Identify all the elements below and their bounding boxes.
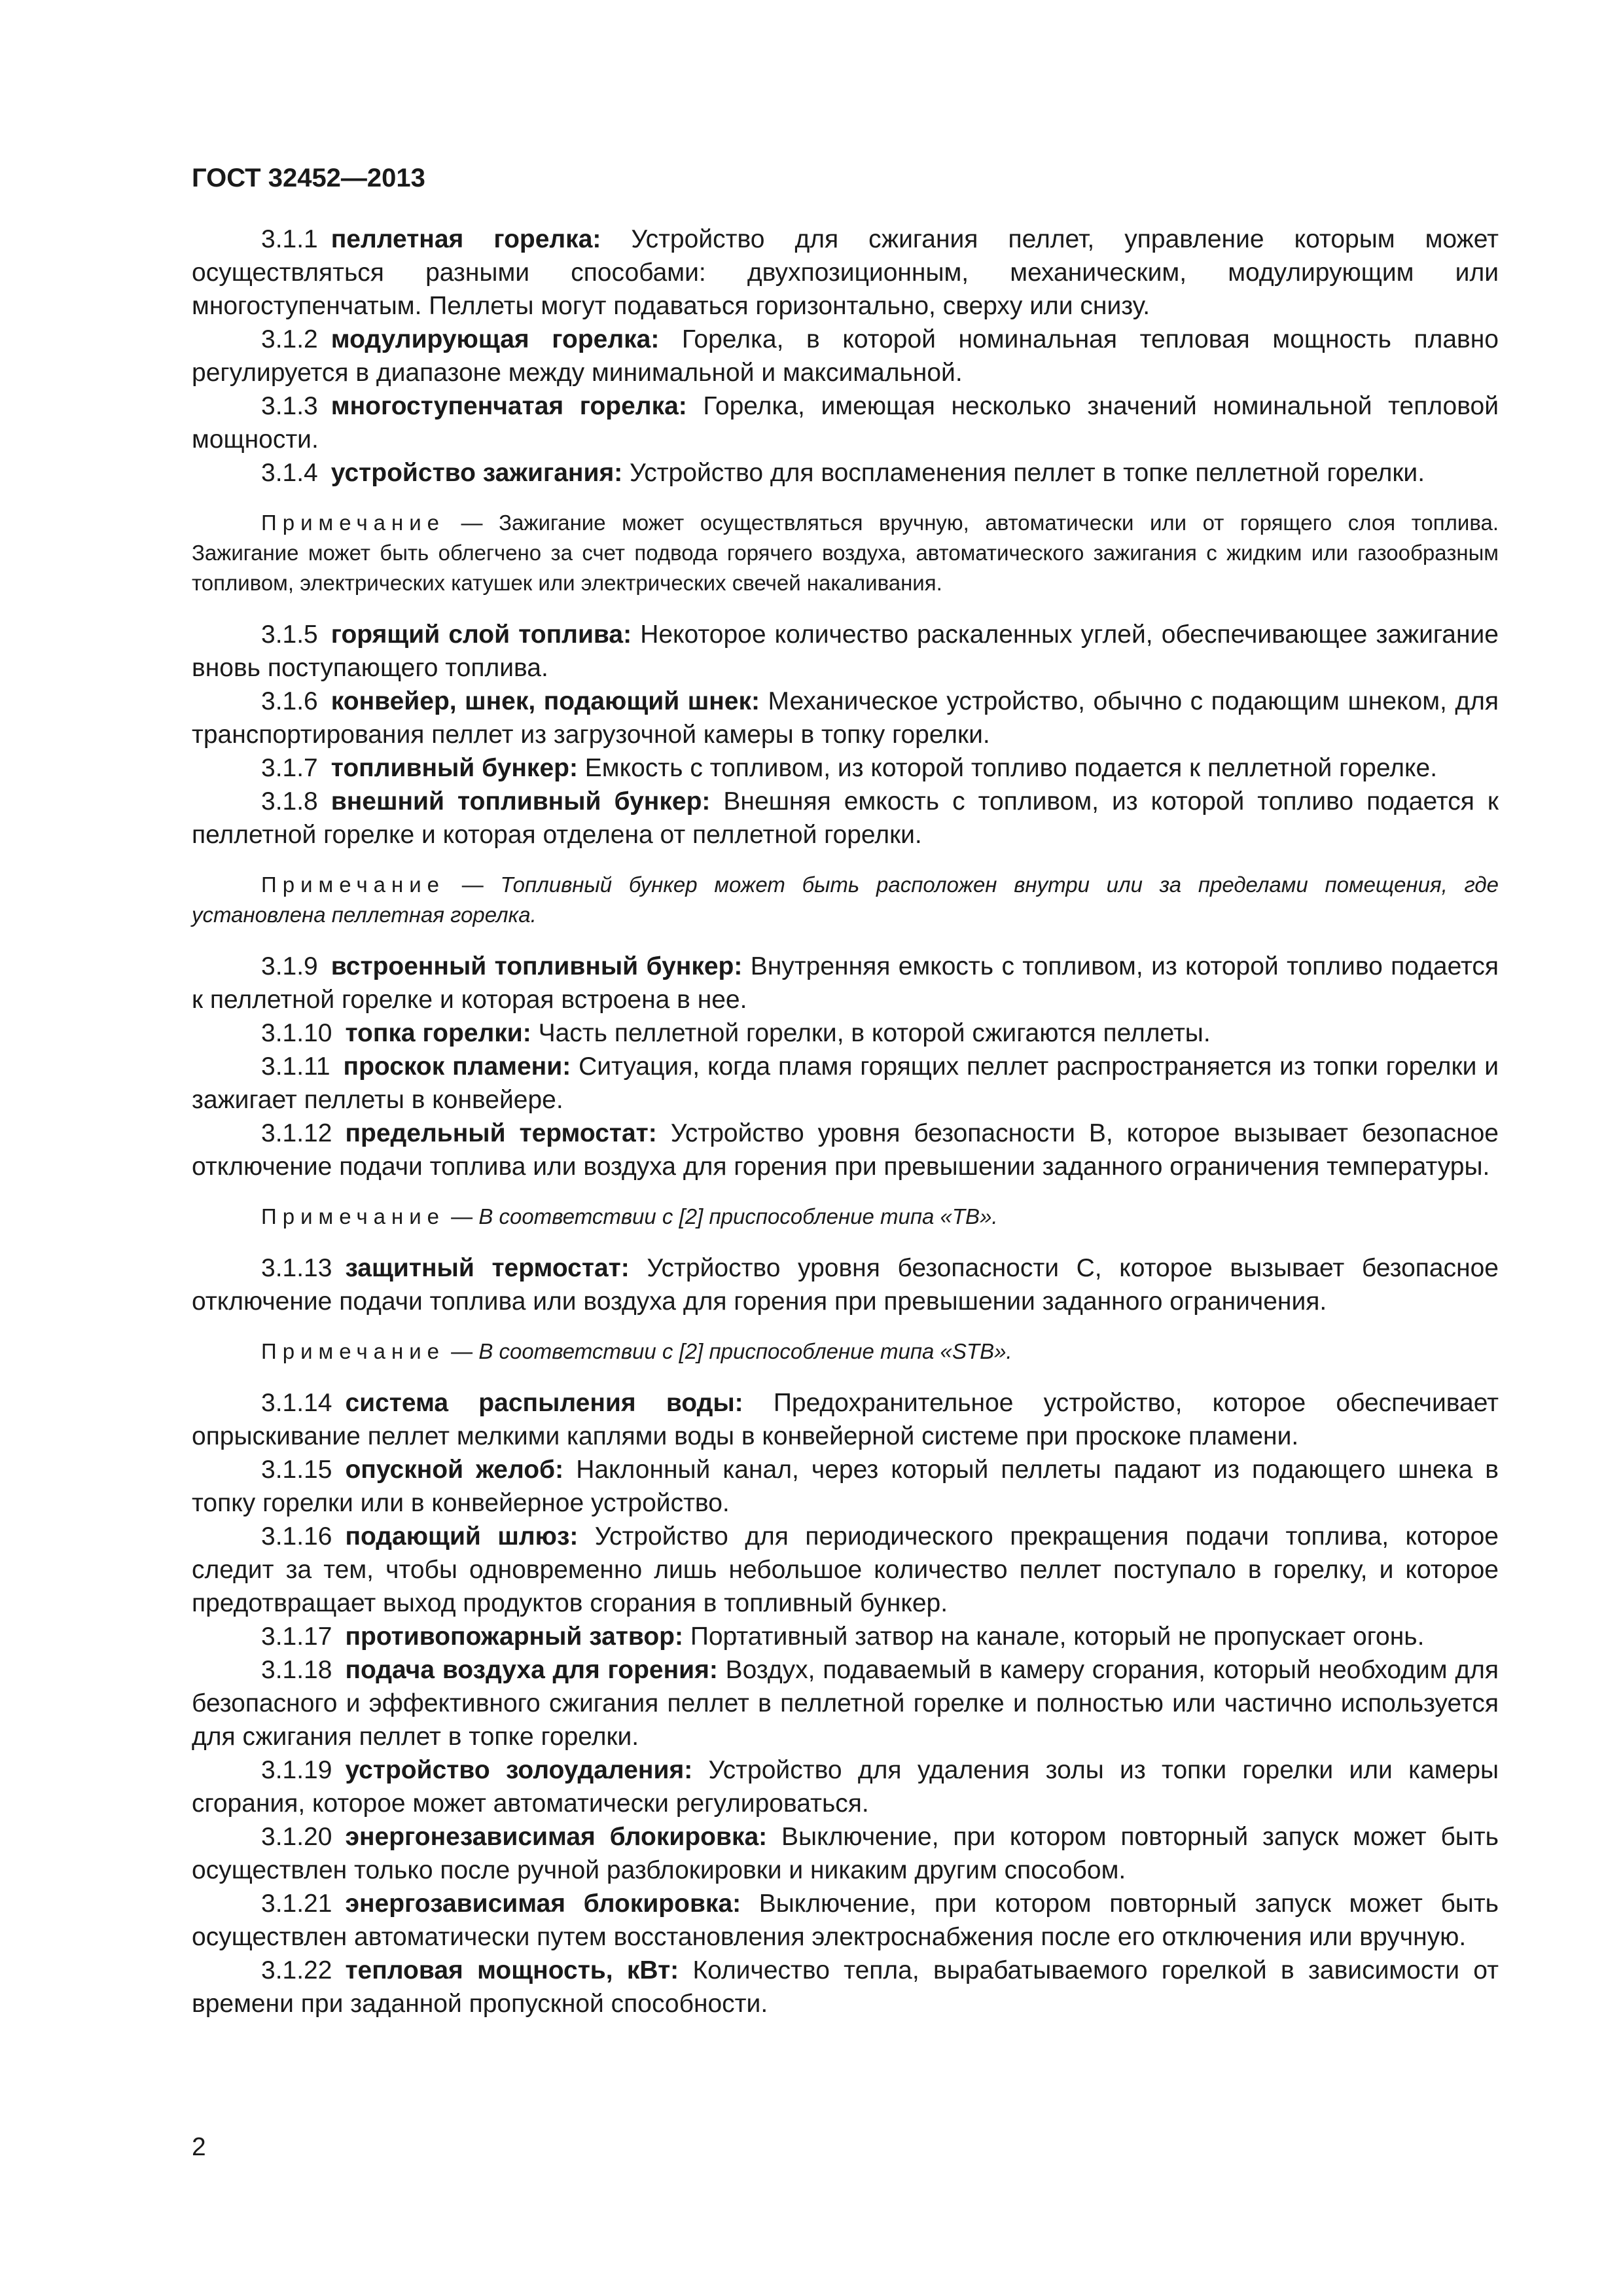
note-dash: — <box>445 872 501 897</box>
definition-entry <box>192 1050 1499 1117</box>
entry-definition: Устрйоство уровня безопасности С, которое вызывает безопасное отключение подачи топлива или воздуха для горения при превышении заданного ограничения. <box>192 1254 1499 1316</box>
definition-entry <box>192 1753 1499 1820</box>
definition-entry <box>192 618 1499 685</box>
entry-number: 3.1.3 <box>261 392 318 420</box>
entry-term: подача воздуха для горения: <box>345 1656 718 1684</box>
entry-definition: Часть пеллетной горелки, в которой сжигаются пеллеты. <box>538 1019 1211 1047</box>
entry-term: проскок пламени: <box>343 1052 571 1081</box>
definition-entry <box>192 1653 1499 1753</box>
entry-term: внешний топливный бункер: <box>330 787 711 816</box>
entry-definition: Выключение, при котором повторный запуск может быть осуществлен автоматически путем восстановления электроснабжения после его отключения или вручную. <box>192 1890 1499 1951</box>
note-label: Примечание <box>261 872 446 897</box>
note-text: В соответствии с [2] приспособление типа «STB». <box>478 1339 1012 1363</box>
definition-entry <box>192 1620 1499 1653</box>
entry-term: модулирующая горелка: <box>330 325 660 353</box>
entry-definition: Устройство для сжигания пеллет, управление которым может осуществляться разными способами: двухпозиционным, механическим, модулирующим или многоступенчатым. Пеллеты могут подаваться горизонтально, сверху или снизу. <box>192 225 1499 320</box>
entry-term: пеллетная горелка: <box>330 225 601 253</box>
entry-definition: Горелка, имеющая несколько значений номинальной тепловой мощности. <box>192 392 1499 454</box>
entry-number: 3.1.21 <box>261 1890 332 1918</box>
entry-number: 3.1.17 <box>261 1623 332 1651</box>
definition-entry <box>192 1016 1499 1050</box>
definition-entry <box>192 751 1499 785</box>
entry-definition: Некоторое количество раскаленных углей, обеспечивающее зажигание вновь поступающего топлива. <box>192 620 1499 682</box>
entry-number: 3.1.14 <box>261 1389 332 1417</box>
entry-definition: Выключение, при котором повторный запуск может быть осуществлен только после ручной разблокировки и никаким другим способом. <box>192 1823 1499 1884</box>
definition-entry <box>192 456 1499 490</box>
note-text: Топливный бункер может быть расположен внутри или за пределами помещения, где установлена пеллетная горелка. <box>192 872 1499 927</box>
definition-entry <box>192 1117 1499 1183</box>
entry-number: 3.1.16 <box>261 1522 332 1551</box>
entry-definition: Количество тепла, вырабатываемого горелкой в зависимости от времени при заданной пропускной способности. <box>192 1956 1499 2018</box>
entry-number: 3.1.13 <box>261 1254 332 1282</box>
note-label: Примечание <box>261 511 446 535</box>
entry-term: встроенный топливный бункер: <box>330 952 743 980</box>
entry-number: 3.1.7 <box>261 754 318 782</box>
entry-definition: Устройство уровня безопасности В, которое вызывает безопасное отключение подачи топлива или воздуха для горения при превышении заданного ограничения температуры. <box>192 1119 1499 1181</box>
entry-term: защитный термостат: <box>345 1254 630 1282</box>
entry-definition: Предохранительное устройство, которое обеспечивает опрыскивание пеллет мелкими каплями воды в конвейерной системе при проскоке пламени. <box>192 1389 1499 1450</box>
entry-number: 3.1.15 <box>261 1456 332 1484</box>
entry-term: противопожарный затвор: <box>345 1623 683 1651</box>
entry-term: топливный бункер: <box>330 754 578 782</box>
document-header: ГОСТ 32452—2013 <box>192 164 425 192</box>
entry-term: устройство зажигания: <box>330 459 623 487</box>
note-dash: — <box>445 511 499 535</box>
entry-definition: Емкость с топливом, из которой топливо подается к пеллетной горелке. <box>584 754 1438 782</box>
entry-number: 3.1.10 <box>261 1019 332 1047</box>
terms-section <box>192 223 1499 2020</box>
definition-entry <box>192 1251 1499 1318</box>
note <box>192 870 1499 930</box>
definition-entry <box>192 950 1499 1016</box>
page-number: 2 <box>192 2133 206 2161</box>
note <box>192 1336 1499 1367</box>
entry-definition: Ситуация, когда пламя горящих пеллет распространяется из топки горелки и зажигает пеллеты в конвейере. <box>192 1052 1499 1114</box>
note-dash: — <box>445 1204 479 1229</box>
entry-term: горящий слой топлива: <box>330 620 632 649</box>
entry-term: многоступенчатая горелка: <box>330 392 687 420</box>
note-text: Зажигание может осуществляться вручную, автоматически или от горящего слоя топлива. Зажигание может быть облегчено за счет подвода горячего воздуха, автоматического зажигания с жидким или газообразным топливом, электрических катушек или электрических свечей накаливания. <box>192 511 1499 595</box>
note <box>192 1202 1499 1232</box>
entry-term: подающий шлюз: <box>345 1522 579 1551</box>
entry-number: 3.1.8 <box>261 787 318 816</box>
entry-term: конвейер, шнек, подающий шнек: <box>330 687 760 715</box>
note-dash: — <box>445 1339 479 1363</box>
entry-term: энергонезависимая блокировка: <box>345 1823 768 1851</box>
note-label: Примечание <box>261 1339 446 1363</box>
entry-term: тепловая мощность, кВт: <box>345 1956 679 1984</box>
entry-definition: Портативный затвор на канале, который не пропускает огонь. <box>690 1623 1425 1651</box>
entry-term: опускной желоб: <box>345 1456 564 1484</box>
definition-entry <box>192 223 1499 323</box>
entry-term: энергозависимая блокировка: <box>345 1890 741 1918</box>
entry-definition: Наклонный канал, через который пеллеты падают из подающего шнека в топку горелки или в конвейерное устройство. <box>192 1456 1499 1517</box>
entry-definition: Внешняя емкость с топливом, из которой топливо подается к пеллетной горелке и которая отделена от пеллетной горелки. <box>192 787 1499 849</box>
definition-entry <box>192 1820 1499 1887</box>
note-label: Примечание <box>261 1204 446 1229</box>
entry-definition: Механическое устройство, обычно с подающим шнеком, для транспортирования пеллет из загрузочной камеры в топку горелки. <box>192 687 1499 749</box>
entry-number: 3.1.6 <box>261 687 318 715</box>
entry-definition: Воздух, подаваемый в камеру сгорания, который необходим для безопасного и эффективного сжигания пеллет в пеллетной горелке и полностью или частично используется для сжигания пеллет в топке горелки. <box>192 1656 1499 1751</box>
entry-term: устройство золоудаления: <box>345 1756 693 1784</box>
entry-number: 3.1.11 <box>261 1052 330 1081</box>
entry-definition: Устройство для воспламенения пеллет в топке пеллетной горелки. <box>630 459 1425 487</box>
entry-definition: Устройство для периодического прекращения подачи топлива, которое следит за тем, чтобы одновременно лишь небольшое количество пеллет поступало в горелку, и которое предотвращает выход продуктов сгорания в топливный бункер. <box>192 1522 1499 1617</box>
entry-definition: Устройство для удаления золы из топки горелки или камеры сгорания, которое может автоматически регулироваться. <box>192 1756 1499 1818</box>
entry-number: 3.1.5 <box>261 620 318 649</box>
definition-entry <box>192 323 1499 389</box>
definition-entry <box>192 1453 1499 1520</box>
definition-entry <box>192 1954 1499 2020</box>
note-text: В соответствии с [2] приспособление типа «ТВ». <box>478 1204 998 1229</box>
entry-number: 3.1.22 <box>261 1956 332 1984</box>
entry-number: 3.1.9 <box>261 952 318 980</box>
entry-number: 3.1.18 <box>261 1656 332 1684</box>
entry-term: система распыления воды: <box>345 1389 743 1417</box>
entry-term: предельный термостат: <box>345 1119 657 1147</box>
definition-entry <box>192 1520 1499 1620</box>
definition-entry <box>192 1386 1499 1453</box>
definition-entry <box>192 389 1499 456</box>
entry-definition: Горелка, в которой номинальная тепловая мощность плавно регулируется в диапазоне между минимальной и максимальной. <box>192 325 1499 387</box>
definition-entry <box>192 685 1499 751</box>
entry-definition: Внутренняя емкость с топливом, из которой топливо подается к пеллетной горелке и которая встроена в нее. <box>192 952 1499 1014</box>
entry-number: 3.1.1 <box>261 225 318 253</box>
entry-number: 3.1.19 <box>261 1756 332 1784</box>
entry-term: топка горелки: <box>345 1019 531 1047</box>
definition-entry <box>192 1887 1499 1954</box>
entry-number: 3.1.4 <box>261 459 318 487</box>
entry-number: 3.1.12 <box>261 1119 332 1147</box>
entry-number: 3.1.20 <box>261 1823 332 1851</box>
entry-number: 3.1.2 <box>261 325 318 353</box>
definition-entry <box>192 785 1499 852</box>
note <box>192 508 1499 598</box>
